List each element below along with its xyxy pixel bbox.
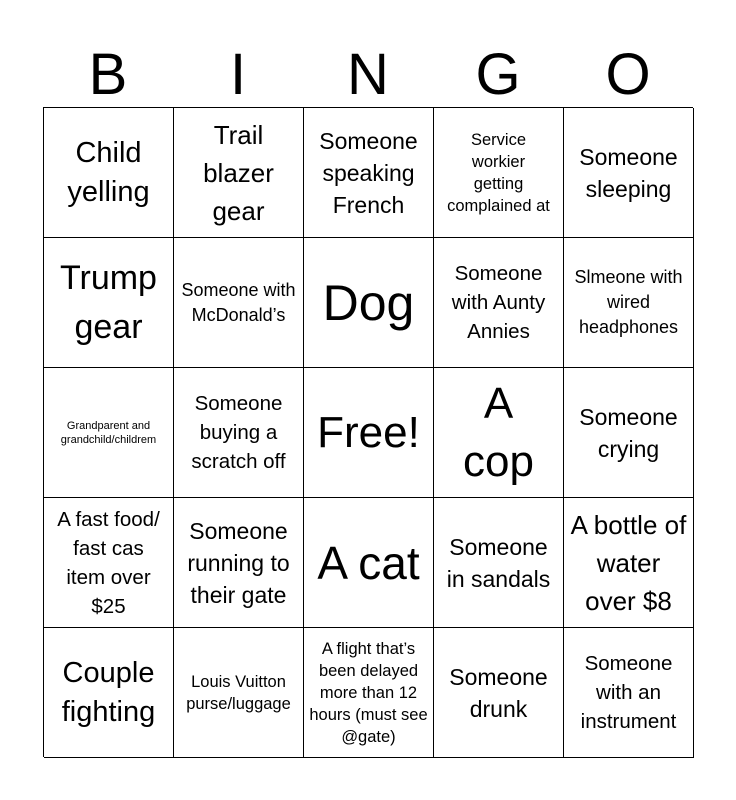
cell-label: Child yelling [67, 136, 150, 208]
header-letter-i: I [229, 42, 247, 107]
cell-label: Couple fighting [61, 656, 156, 728]
bingo-cell[interactable] [304, 628, 434, 758]
bingo-cell[interactable] [44, 498, 174, 628]
cell-label: Slmeone with wired headphones [574, 267, 683, 337]
bingo-header [43, 40, 693, 110]
bingo-cell[interactable] [434, 238, 564, 368]
bingo-board [43, 107, 693, 757]
cell-label: Someone in sandals [446, 533, 551, 592]
bingo-cell[interactable] [434, 498, 564, 628]
cell-label: A cat [317, 536, 420, 589]
bingo-cell[interactable] [564, 498, 694, 628]
cell-label: Someone with Aunty Annies [451, 262, 546, 343]
cell-label: Grandparent and grandchild/childrem [60, 419, 157, 446]
cell-label: A fast food/ fast cas item over $25 [57, 507, 160, 618]
bingo-cell[interactable] [304, 238, 434, 368]
cell-label: Service workier getting complained at [447, 130, 550, 215]
bingo-cell[interactable] [304, 368, 434, 498]
header-letter-b: B [88, 42, 128, 107]
cell-label: Someone drunk [449, 663, 548, 722]
cell-label: Someone sleeping [579, 143, 678, 202]
header-letter-g: G [475, 42, 521, 107]
header-letter-o: O [605, 42, 651, 107]
bingo-cell[interactable] [434, 108, 564, 238]
cell-label: Someone speaking French [319, 127, 418, 218]
bingo-cell[interactable] [564, 108, 694, 238]
cell-label: A flight that’s been delayed more than 12 hours (must see @gate) [309, 639, 428, 746]
cell-label: Louis Vuitton purse/luggage [186, 672, 291, 713]
bingo-cell[interactable] [44, 368, 174, 498]
bingo-cell[interactable] [44, 238, 174, 368]
cell-label: A cop [463, 378, 534, 486]
bingo-cell[interactable] [564, 368, 694, 498]
bingo-cell[interactable] [44, 108, 174, 238]
cell-label: Someone with McDonald’s [181, 279, 296, 325]
bingo-cell[interactable] [304, 108, 434, 238]
cell-label: Someone buying a scratch off [191, 392, 286, 473]
cell-label: Someone running to their gate [187, 517, 290, 608]
cell-label: Trump gear [60, 258, 157, 346]
bingo-cell[interactable] [174, 108, 304, 238]
cell-label: Someone with an instrument [580, 652, 677, 733]
cell-label: Dog [322, 274, 415, 331]
bingo-cell[interactable] [434, 628, 564, 758]
bingo-cell[interactable] [174, 498, 304, 628]
cell-label: A bottle of water over $8 [570, 509, 687, 616]
bingo-cell[interactable] [564, 238, 694, 368]
bingo-cell[interactable] [564, 628, 694, 758]
bingo-cell[interactable] [434, 368, 564, 498]
header-letter-n: N [347, 42, 389, 107]
bingo-cell[interactable] [174, 628, 304, 758]
cell-label: Free! [317, 407, 420, 457]
bingo-cell[interactable] [174, 238, 304, 368]
cell-label: Someone crying [579, 403, 678, 462]
bingo-cell[interactable] [174, 368, 304, 498]
bingo-cell[interactable] [44, 628, 174, 758]
cell-label: Trail blazer gear [203, 119, 274, 226]
bingo-cell[interactable] [304, 498, 434, 628]
